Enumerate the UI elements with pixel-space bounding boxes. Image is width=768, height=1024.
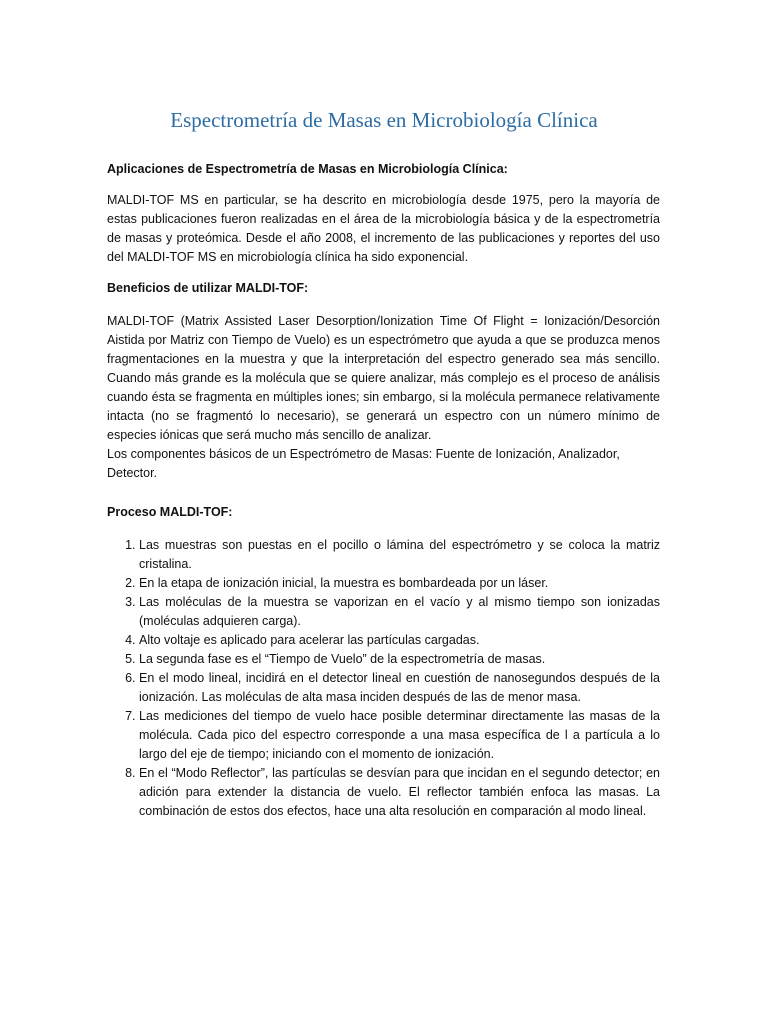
paragraph-beneficios: MALDI-TOF (Matrix Assisted Laser Desorption/Ionization Time Of Flight = Ionización/Desorción Aistida por Matriz con Tiempo de Vuelo) es un espectrómetro que ayuda a que se produzca menos fragmentaciones en la muestra y que la interpretación del espectro generado sea más sencillo. Cuando más grande es la molécula que se quiere analizar, más complejo es el proceso de análisis cuando ésta se fragmenta en múltiples iones; sin embargo, si la molécula permanece relativamente intacta (no se fragmentó lo necesario), se generará un espectro con un número mínimo de especies iónicas que será mucho más sencillo de analizar.	[107, 314, 660, 442]
list-item: 6. En el modo lineal, incidirá en el detector lineal en cuestión de nanosegundos después de la ionización. Las moléculas de alta masa inciden después de las de menor masa.	[139, 669, 660, 707]
list-item: 3. Las moléculas de la muestra se vaporizan en el vacío y al mismo tiempo son ionizadas (moléculas adquieren carga).	[139, 593, 660, 631]
list-item: 1. Las muestras son puestas en el pocillo o lámina del espectrómetro y se coloca la matriz cristalina.	[139, 536, 660, 574]
section-heading-beneficios: Beneficios de utilizar MALDI-TOF:	[107, 281, 309, 295]
list-item: 2. En la etapa de ionización inicial, la muestra es bombardeada por un láser.	[139, 574, 660, 593]
document-body	[107, 160, 660, 821]
list-item: 4. Alto voltaje es aplicado para acelerar las partículas cargadas.	[139, 631, 660, 650]
list-item: 7. Las mediciones del tiempo de vuelo hace posible determinar directamente las masas de la molécula. Cada pico del espectro corresponde a una masa específica de l a partícula a lo largo del eje de tiempo; iniciando con el momento de ionización.	[139, 707, 660, 764]
list-item: 8. En el “Modo Reflector”, las partículas se desvían para que incidan en el segundo detector; en adición para extender la distancia de vuelo. El reflector también enfoca las masas. La combinación de estos dos efectos, hace una alta resolución en comparación al modo lineal.	[139, 764, 660, 821]
list-item: 5. La segunda fase es el “Tiempo de Vuelo” de la espectrometría de masas.	[139, 650, 660, 669]
section-heading-aplicaciones: Aplicaciones de Espectrometría de Masas en Microbiología Clínica:	[107, 162, 508, 176]
process-steps-list	[107, 536, 660, 821]
section-heading-proceso: Proceso MALDI-TOF:	[107, 505, 233, 519]
paragraph-aplicaciones: MALDI-TOF MS en particular, se ha descrito en microbiología desde 1975, pero la mayoría de estas publicaciones fueron realizadas en el área de la microbiología básica y de la espectrometría de masas y proteómica. Desde el año 2008, el incremento de las publicaciones y reportes del uso del MALDI-TOF MS en microbiología clínica ha sido exponencial.	[107, 193, 660, 264]
paragraph-componentes: Los componentes básicos de un Espectrómetro de Masas: Fuente de Ionización, Analizador, Detector.	[107, 447, 620, 480]
document-title: Espectrometría de Masas en Microbiología Clínica	[170, 108, 598, 132]
